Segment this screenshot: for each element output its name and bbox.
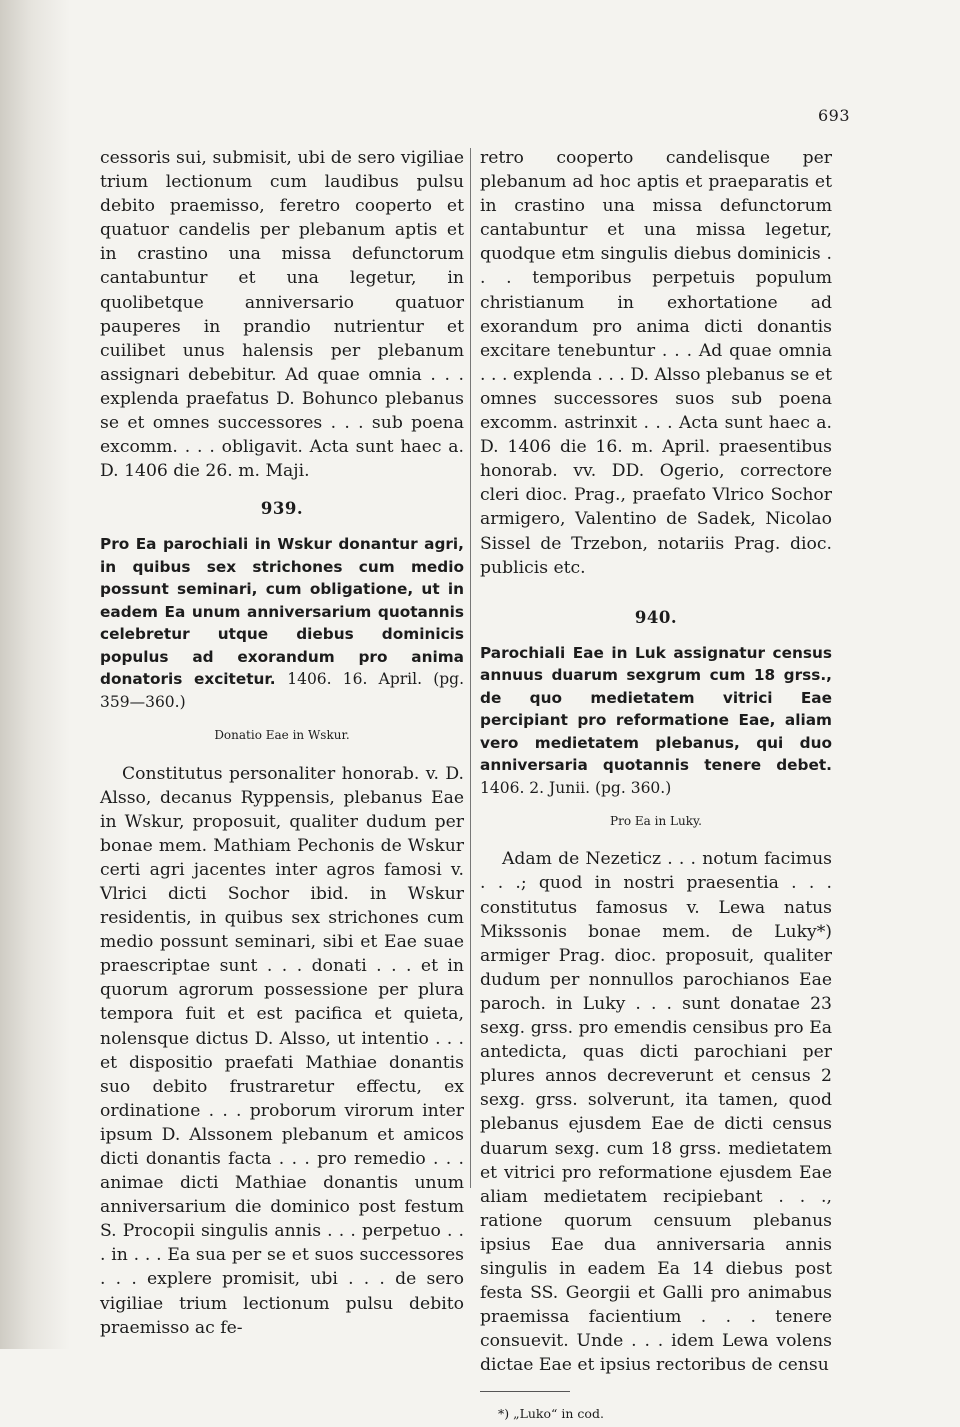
column-divider — [470, 148, 471, 1188]
regest-940-date: 1406. 2. Junii. (pg. 360.) — [480, 778, 672, 797]
document-text-939: Constitutus personaliter honorab. v. D. Alsso, decanus Ryppensis, plebanus Eae in Wskur, proposuit, qualiter dudum per bonae mem. Mathiam Pechonis de Wskur certi agri jacentes inter agros famosi v. Vlrici dicti Sochor ibid. in Wskur residentis, in quibus sex strichones cum medio possunt seminari, sibi et Eae suae praescriptae sunt . . . donati . . . et in quorum agrorum possessione per plura tempora fuit et est pacifica et quieta, nolensque dictus D. Alsso, ut intentio . . . et dispositio praefati Mathiae donantis suo debito frustraretur effectu, ex ordinatione . . . proborum virorum inter ipsum D. Alssonem plebanum et amicos dicti donantis facta . . . pro remedio . . . animae dicti Mathiae donantis unum anniversarium die dominico post festum S. Procopii singulis annis . . . perpetuo . . . in . . . Ea sua per se et suos successores . . . explere promisit, ubi . . . de sero vigiliae trium lectionum pulsu debito praemisso ac fe- — [100, 763, 464, 1338]
left-continuation-text: cessoris sui, submisit, ubi de sero vigiliae trium lectionum cum laudibus pulsu debito praemisso, feretro cooperto et quatuor candelis per plebanum aptis et in crastino una missa defunctorum cantabuntur et una legetur, in quolibetque anniversario quatuor pauperes in prandio nutrientur et cuilibet unus halensis per plebanum assignari debebitur. Ad quae omnia . . . explenda praefatus D. Bohunco plebanus se et omnes successores . . . sub poena excomm. . . . obligavit. Acta sunt haec a. D. 1406 die 26. m. Maji. — [100, 148, 464, 482]
footnote-rule — [480, 1391, 570, 1392]
regest-940-text: Parochiali Eae in Luk assignatur census annuus duarum sexgrum cum 18 grss., de quo medietatem vitrici Eae percipiant pro reformatione Eae, aliam vero medietatem plebanus, qui duo anniversaria quotannis tenere debet. — [480, 643, 832, 775]
document-subtitle-939: Donatio Eae in Wskur. — [214, 728, 350, 743]
right-continuation-text: retro cooperto candelisque per plebanum ad hoc aptis et praeparatis et in crastino una missa defunctorum cantabuntur et una missa legetur, quodque etm singulis diebus dominicis . . . temporibus perpetuis populum christianum in exhortatione ad exorandum pro anima dicti donantis excitare tenebuntur . . . Ad quae omnia . . . explenda . . . D. Alsso plebanus se et omnes successores suos sub poena excomm. astrinxit . . . Acta sunt haec a. D. 1406 die 16. m. April. praesentibus honorab. vv. DD. Ogerio, correctore cleri dioc. Prag., praefato Vlrico Sochor armigero, Valentino de Sadek, Nicolao Sissel de Trzebon, notariis Prag. dioc. publicis etc. — [480, 148, 832, 578]
regest-940 — [480, 642, 832, 800]
document-text-940: Adam de Nezeticz . . . notum facimus . . .; quod in nostri praesentia . . . constitutus famosus v. Lewa natus Mikssonis bonae mem. de Luky*) armiger Prag. dioc. proposuit, qualiter dudum per nonnullos parochianos Eae paroch. in Luky . . . sunt donatae 23 sexg. grss. pro emendis censibus pro Ea antedicta, quas dicti parochiani per plures annos decreverunt et census 2 sexg. grss. solverunt, ita tamen, quod plebanus ejusdem Eae de dicti census duarum sexg. cum 18 grss. medietatem et vitrici pro reformatione ejusdem Eae aliam medietatem recipiebant . . ., ratione quorum censuum plebanus ipsius Eae dua anniversaria annis singulis in eadem Ea 14 diebus post festa SS. Georgii et Galli pro animabus praemissa facientium . . . tenere consuevit. Unde . . . idem Lewa volens dictae Eae et ipsius rectoribus de censu — [480, 849, 832, 1376]
scanned-page-edge — [0, 0, 70, 1349]
page-number: 693 — [817, 106, 850, 125]
left-column — [100, 146, 464, 1340]
right-column — [480, 146, 832, 1427]
regest-939 — [100, 533, 464, 713]
entry-number-939: 939. — [260, 499, 304, 519]
regest-939-text: Pro Ea parochiali in Wskur donantur agri, in quibus sex strichones cum medio possunt seminari, cum obligatione, ut in eadem Ea unum anniversarium quotannis celebretur utque diebus dominicis populus ad exorandum pro anima donatoris excitetur. — [100, 535, 464, 689]
entry-number-940: 940. — [634, 607, 678, 627]
footnote: *) „Luko“ in cod. — [498, 1406, 604, 1422]
document-subtitle-940: Pro Ea in Luky. — [610, 814, 702, 829]
regest-939-date: 1406. 16. April. (pg. 359—360.) — [100, 670, 465, 711]
